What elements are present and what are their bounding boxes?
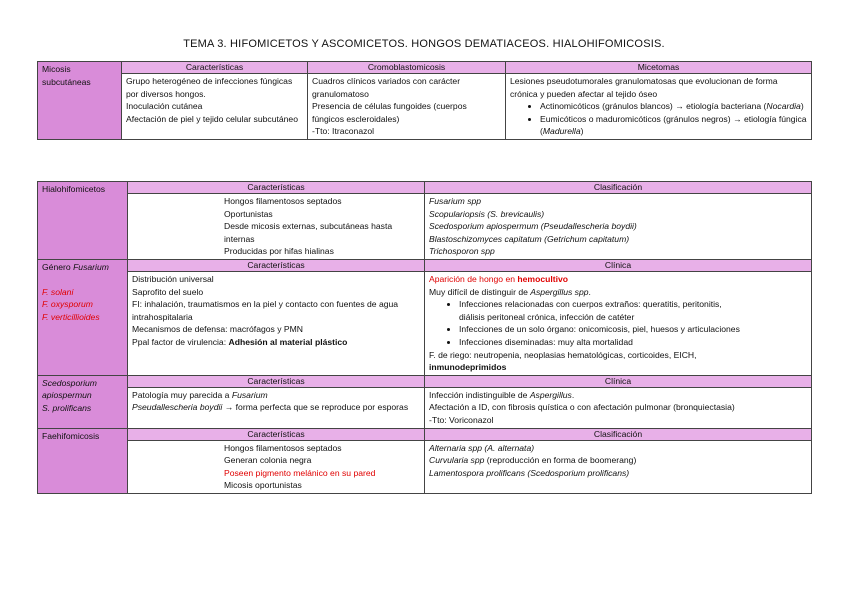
text-line: -Tto: Voriconazol	[429, 414, 494, 425]
list-item: • Infecciones de un solo órgano: onicomicosis, piel, huesos y articulaciones	[459, 323, 807, 336]
text: Aparición de hongo en	[429, 273, 518, 284]
text-line	[132, 389, 420, 402]
faehifomicosis-side-label: Faehifomicosis	[38, 428, 128, 493]
scedosporium-caracteristicas-cell	[128, 387, 425, 428]
header-caracteristicas: Características	[128, 375, 425, 387]
micetomas-list	[510, 100, 807, 138]
micosis-caracteristicas-cell	[122, 74, 308, 140]
text: (reproducción en forma de boomerang)	[484, 455, 637, 466]
header-caracteristicas: Características	[122, 62, 308, 74]
text: Género	[42, 261, 74, 272]
text-italic: Madurella	[542, 126, 581, 137]
text-line: Distribución universal	[132, 273, 214, 284]
species-line: F. solani	[42, 286, 74, 297]
text-line: Inoculación cutánea	[126, 101, 203, 112]
text-line: Saprofito del suelo	[132, 286, 204, 297]
text-line	[132, 336, 420, 349]
fusarium-clinica-cell	[425, 271, 812, 375]
species-line: apiospermun	[42, 390, 92, 401]
micosis-side-label: Micosis subcutáneas	[38, 62, 122, 140]
text-italic: Aspergillus	[529, 389, 572, 400]
text-line: Mecanismos de defensa: macrófagos y PMN	[132, 324, 303, 335]
list-item: • Infecciones relacionadas con cuerpos extraños: queratitis, peritonitis,	[459, 298, 807, 311]
text: .	[571, 389, 575, 400]
text-line: Oportunistas	[224, 208, 273, 219]
species-line: S. prolificans	[42, 402, 92, 413]
hialohifomicetos-table	[37, 181, 812, 494]
text-line: Alternaria spp (A. alternata)	[429, 442, 535, 453]
header-clasificacion: Clasificación	[425, 182, 812, 194]
text-line: Poseen pigmento melánico en su pared	[224, 467, 376, 478]
spacer	[42, 274, 123, 286]
text-line: Scedosporium apiospermum (Pseudallescheria boydii)	[429, 221, 637, 232]
text-line: Afectación de piel y tejido celular subcutáneo	[126, 113, 298, 124]
text-bold: hemocultivo	[517, 273, 569, 284]
text-line: F. de riego: neutropenia, neoplasias hematológicas, corticoides, EICH,	[429, 349, 697, 360]
text-line: Desde micosis externas, subcutáneas hasta internas	[224, 221, 393, 244]
text-italic: Curvularia spp	[429, 455, 485, 466]
faehifomicosis-caracteristicas-cell	[128, 440, 425, 493]
text-line: Producidas por hifas hialinas	[224, 246, 334, 257]
text-line: inmunodeprimidos	[429, 362, 507, 373]
text-line: Hongos filamentosos septados	[224, 196, 342, 206]
text-line: Cuadros clínicos variados con carácter granulomatoso	[312, 76, 461, 99]
micetomas-cell	[506, 74, 812, 140]
text-italic: Fusarium	[73, 261, 109, 272]
header-caracteristicas: Características	[128, 259, 425, 271]
text-line: Trichosporon spp	[429, 246, 495, 257]
text-line: FI: inhalación, traumatismos en la piel y contacto con fuentes de agua intrahospitalaria	[132, 299, 399, 322]
fusarium-clinica-list	[429, 298, 807, 348]
text-line: Scopulariopsis (S. brevicaulis)	[429, 208, 545, 219]
text: → forma perfecta que se reproduce por esporas	[222, 402, 409, 413]
header-cromoblastomicosis: Cromoblastomicosis	[308, 62, 506, 74]
list-item	[540, 113, 807, 138]
cromoblastomicosis-cell	[308, 74, 506, 140]
fusarium-side-label	[38, 259, 128, 375]
list-item	[540, 100, 807, 113]
text-line	[429, 454, 807, 467]
text-line	[429, 389, 807, 402]
hialo-side-label: Hialohifomicetos	[38, 182, 128, 260]
page-title: TEMA 3. HIFOMICETOS Y ASCOMICETOS. HONGOS DEMATIACEOS. HIALOHIFOMICOSIS.	[183, 38, 665, 50]
text: Muy difícil de distinguir de	[429, 286, 531, 297]
species-line: Scedosporium	[42, 377, 97, 388]
text: .	[588, 286, 591, 297]
micosis-subcutaneas-table	[37, 61, 812, 140]
text-line	[132, 401, 420, 414]
header-clinica: Clínica	[425, 259, 812, 271]
list-item: • Infecciones diseminadas: muy alta mortalidad	[459, 336, 807, 349]
text-line: Generan colonia negra	[224, 455, 312, 466]
text: Ppal factor de virulencia:	[132, 336, 229, 347]
scedosporium-side-label	[38, 375, 128, 428]
text-line: Fusarium spp	[429, 196, 482, 206]
text-line: -Tto: Itraconazol	[312, 126, 375, 137]
list-item-continuation: diálisis peritoneal crónica, infección de catéter	[459, 311, 635, 322]
text: )	[800, 101, 804, 112]
faehifomicosis-clasificacion-cell	[425, 440, 812, 493]
text-line: Lamentospora prolificans (Scedosporium prolificans)	[429, 467, 630, 478]
text-line: Blastoschizomyces capitatum (Getrichum capitatum)	[429, 233, 630, 244]
text: Actinomicóticos (gránulos blancos) → etiología bacteriana (	[540, 101, 767, 112]
hialo-caracteristicas-cell	[128, 194, 425, 260]
text-line	[429, 273, 807, 286]
text-line: Hongos filamentosos septados	[224, 442, 342, 453]
text: Eumicóticos o maduromicóticos (gránulos negros) → etiología fúngica (	[540, 113, 807, 137]
header-caracteristicas: Características	[128, 182, 425, 194]
text-line: Presencia de células fungoides (cuerpos fúngicos escleroidales)	[312, 101, 467, 124]
header-caracteristicas: Características	[128, 428, 425, 440]
text-line: Micosis oportunistas	[224, 480, 302, 491]
hialo-clasificacion-cell	[425, 194, 812, 260]
text: Infección indistinguible de	[429, 389, 530, 400]
text-italic: Aspergillus spp	[530, 286, 589, 297]
text-italic: Nocardia	[766, 101, 801, 112]
text-italic: Pseudallescheria boydii	[132, 402, 223, 413]
text: )	[580, 126, 584, 137]
text-italic: Fusarium	[231, 389, 268, 400]
text-line: Grupo heterogéneo de infecciones fúngicas por diversos hongos.	[126, 76, 293, 99]
scedosporium-clinica-cell	[425, 387, 812, 428]
species-line: F. verticillioides	[42, 311, 100, 322]
header-clinica: Clínica	[425, 375, 812, 387]
header-clasificacion: Clasificación	[425, 428, 812, 440]
fusarium-caracteristicas-cell	[128, 271, 425, 375]
text-line	[429, 286, 807, 299]
header-micetomas: Micetomas	[506, 62, 812, 74]
species-line: F. oxysporum	[42, 299, 93, 310]
text-line: Afectación a ID, con fibrosis quística o con afectación pulmonar (bronquiectasia)	[429, 402, 735, 413]
text: Patología muy parecida a	[132, 389, 232, 400]
text-bold: Adhesión al material plástico	[228, 336, 348, 347]
text-line: Lesiones pseudotumorales granulomatosas que evolucionan de forma crónica y pueden afectar al tejido óseo	[510, 76, 778, 99]
